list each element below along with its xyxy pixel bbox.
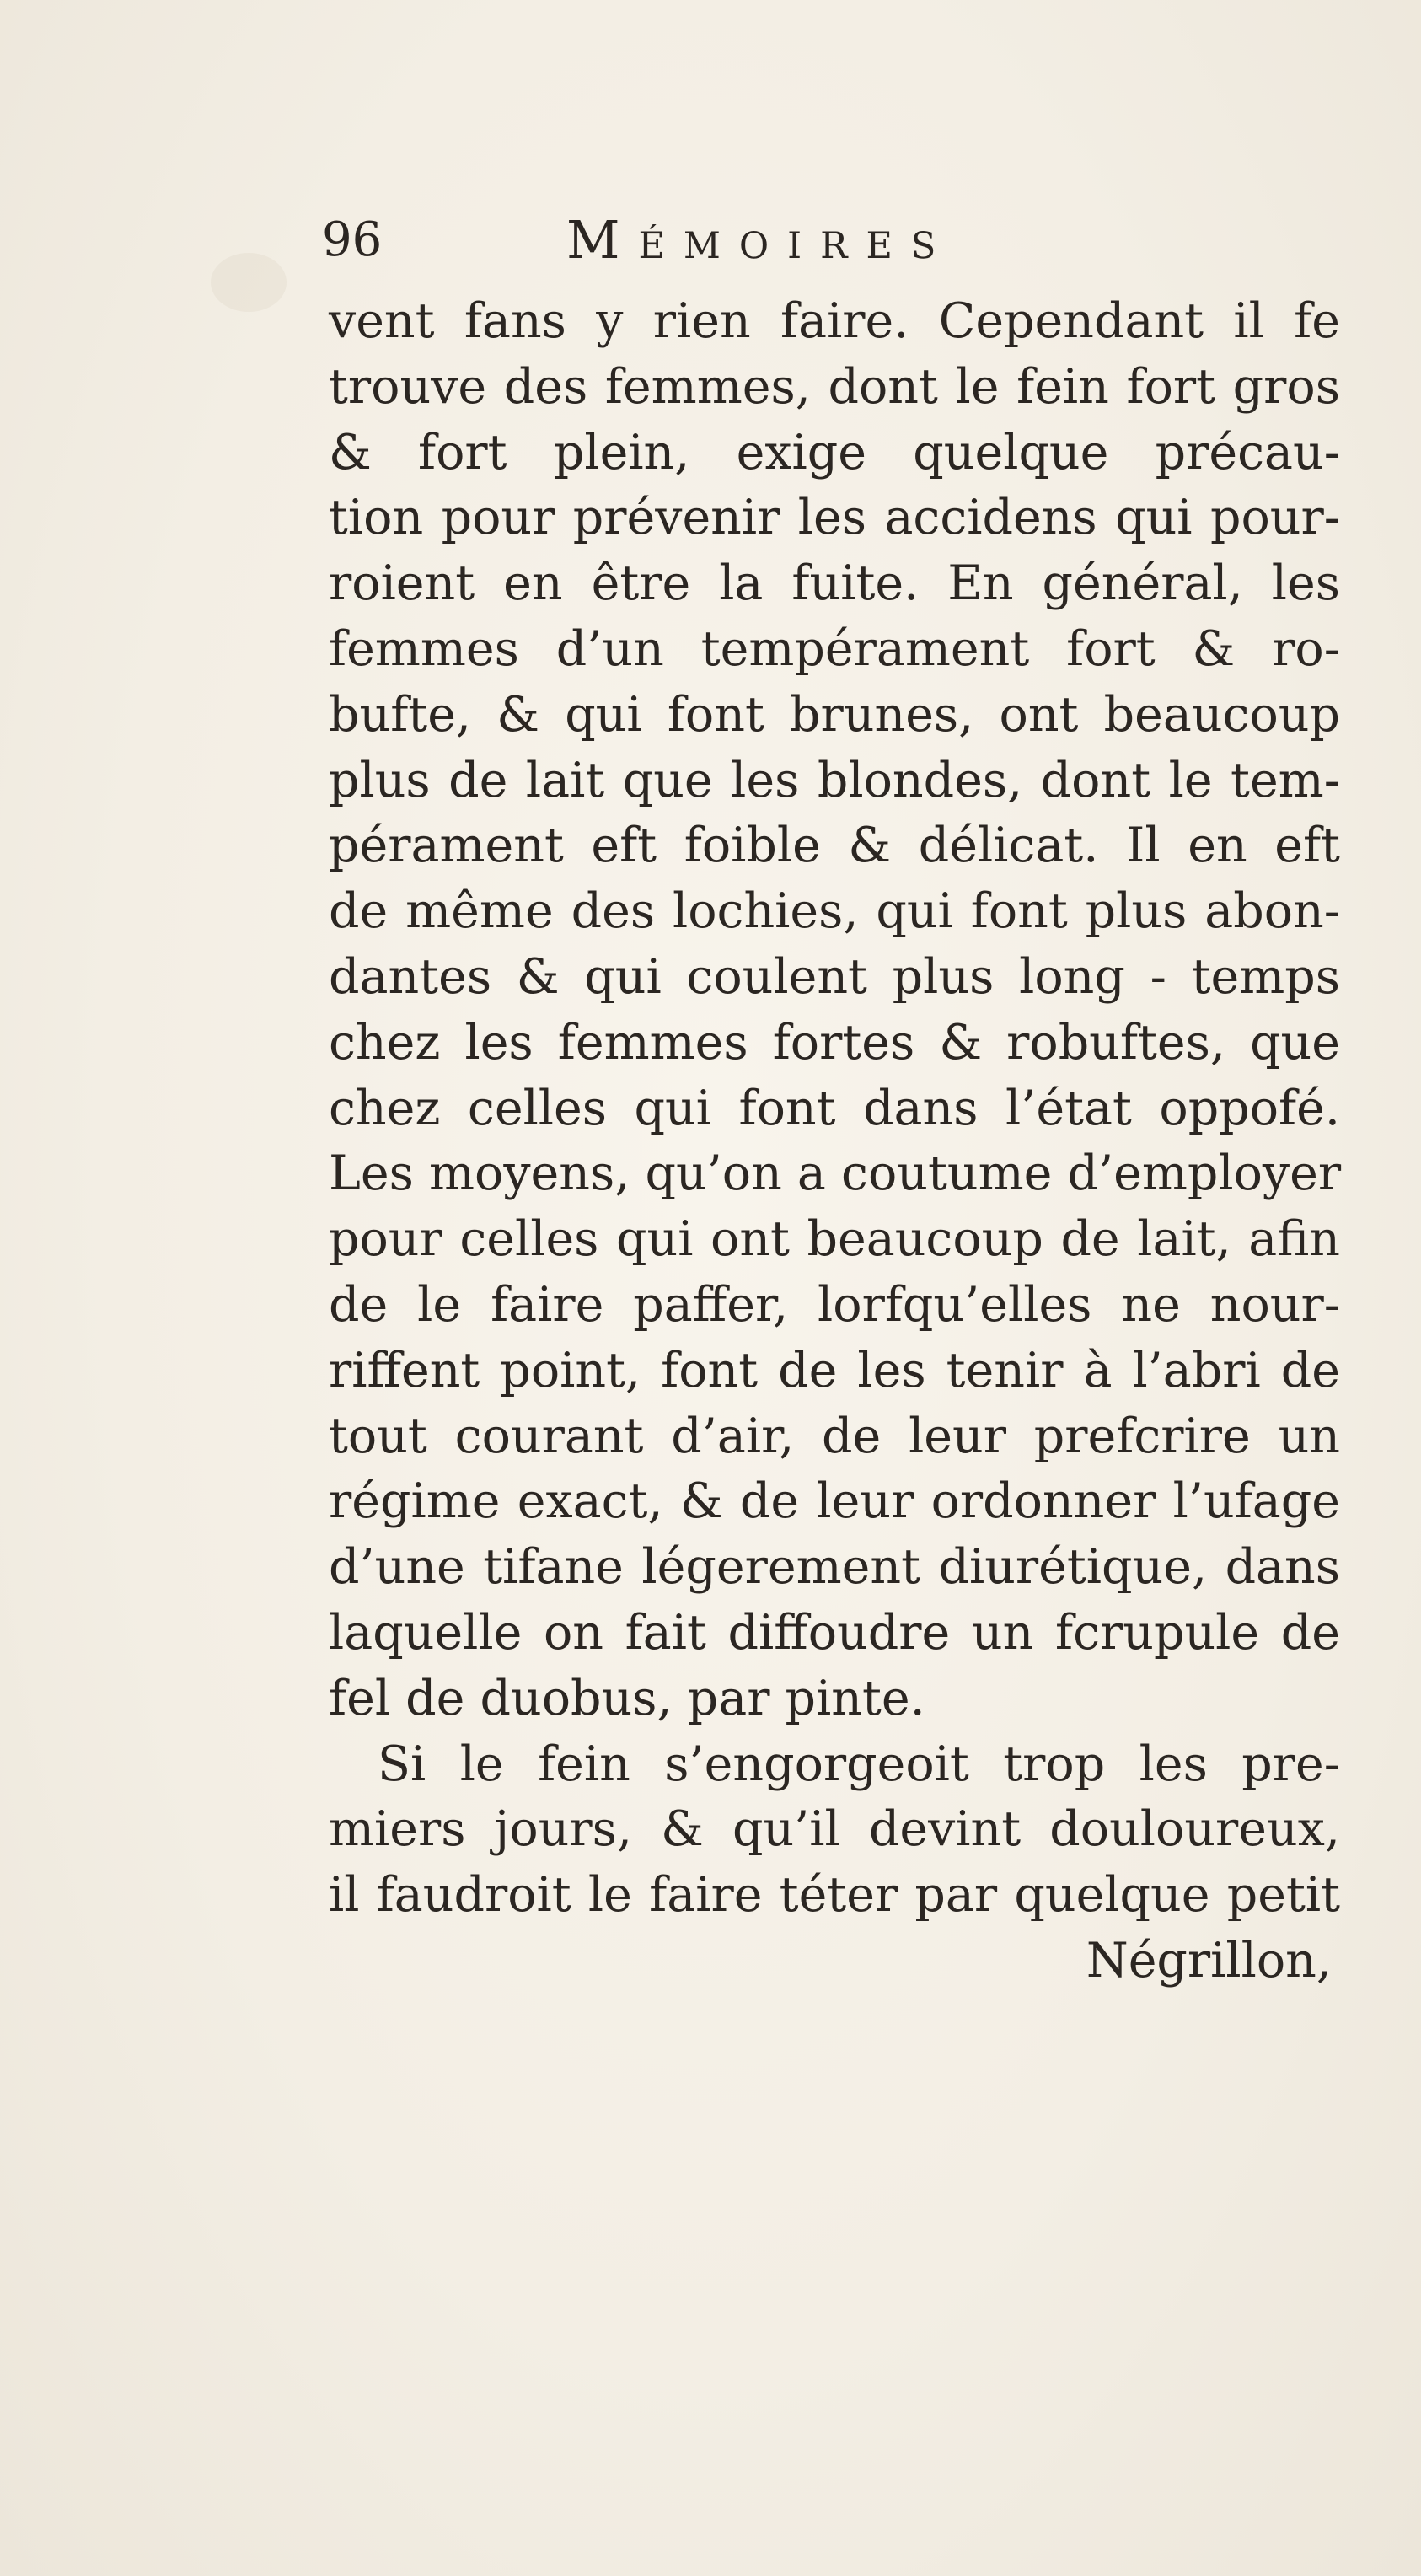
- text-line: de le faire paffer, lorfqu’elles ne nour-: [329, 1276, 1340, 1333]
- text-line: dantes & qui coulent plus long - temps: [329, 948, 1340, 1005]
- text-line: trouve des femmes, dont le fein fort gros: [329, 358, 1340, 415]
- text-line: Les moyens, qu’on a coutume d’employer: [329, 1146, 1342, 1202]
- text-line: chez celles qui font dans l’état oppofé.: [329, 1080, 1340, 1136]
- page-number: 96: [322, 212, 383, 267]
- text-line: fel de duobus, par pinte.: [329, 1670, 925, 1726]
- text-line: & fort plein, exige quelque précau-: [329, 424, 1340, 480]
- text-line: d’une tifane légerement diurétique, dans: [329, 1539, 1340, 1596]
- text-line: laquelle on fait diffoudre un fcrupule de: [329, 1604, 1340, 1661]
- text-line: il faudroit le faire téter par quelque petit: [329, 1867, 1340, 1924]
- text-line: de même des lochies, qui font plus abon-: [329, 883, 1340, 940]
- paper-stain: [211, 253, 287, 312]
- text-line: pour celles qui ont beaucoup de lait, afin: [329, 1211, 1340, 1268]
- page-header: [322, 202, 1131, 278]
- text-line: vent fans y rien faire. Cependant il fe: [329, 293, 1340, 349]
- text-line: femmes d’un tempérament fort & ro-: [329, 620, 1340, 677]
- catchword: Négrillon,: [1086, 1932, 1332, 1988]
- text-line: riffent point, font de les tenir à l’abri de: [329, 1342, 1340, 1398]
- running-title: Mémoires: [566, 209, 955, 271]
- text-line: Si le fein s’engorgeoit trop les pre-: [378, 1736, 1340, 1792]
- text-line: pérament eft foible & délicat. Il en eft: [329, 818, 1340, 874]
- text-line: miers jours, & qu’il devint douloureux,: [329, 1801, 1340, 1858]
- text-line: tout courant d’air, de leur prefcrire un: [329, 1408, 1340, 1464]
- text-line: tion pour prévenir les accidens qui pour-: [329, 490, 1340, 546]
- text-line: roient en être la fuite. En général, les: [329, 555, 1340, 612]
- body-text: [329, 289, 1340, 1994]
- text-line: plus de lait que les blondes, dont le tem-: [329, 752, 1340, 808]
- text-line: régime exact, & de leur ordonner l’ufage: [329, 1473, 1340, 1530]
- text-line: bufte, & qui font brunes, ont beaucoup: [329, 686, 1340, 743]
- text-line: chez les femmes fortes & robuftes, que: [329, 1014, 1340, 1071]
